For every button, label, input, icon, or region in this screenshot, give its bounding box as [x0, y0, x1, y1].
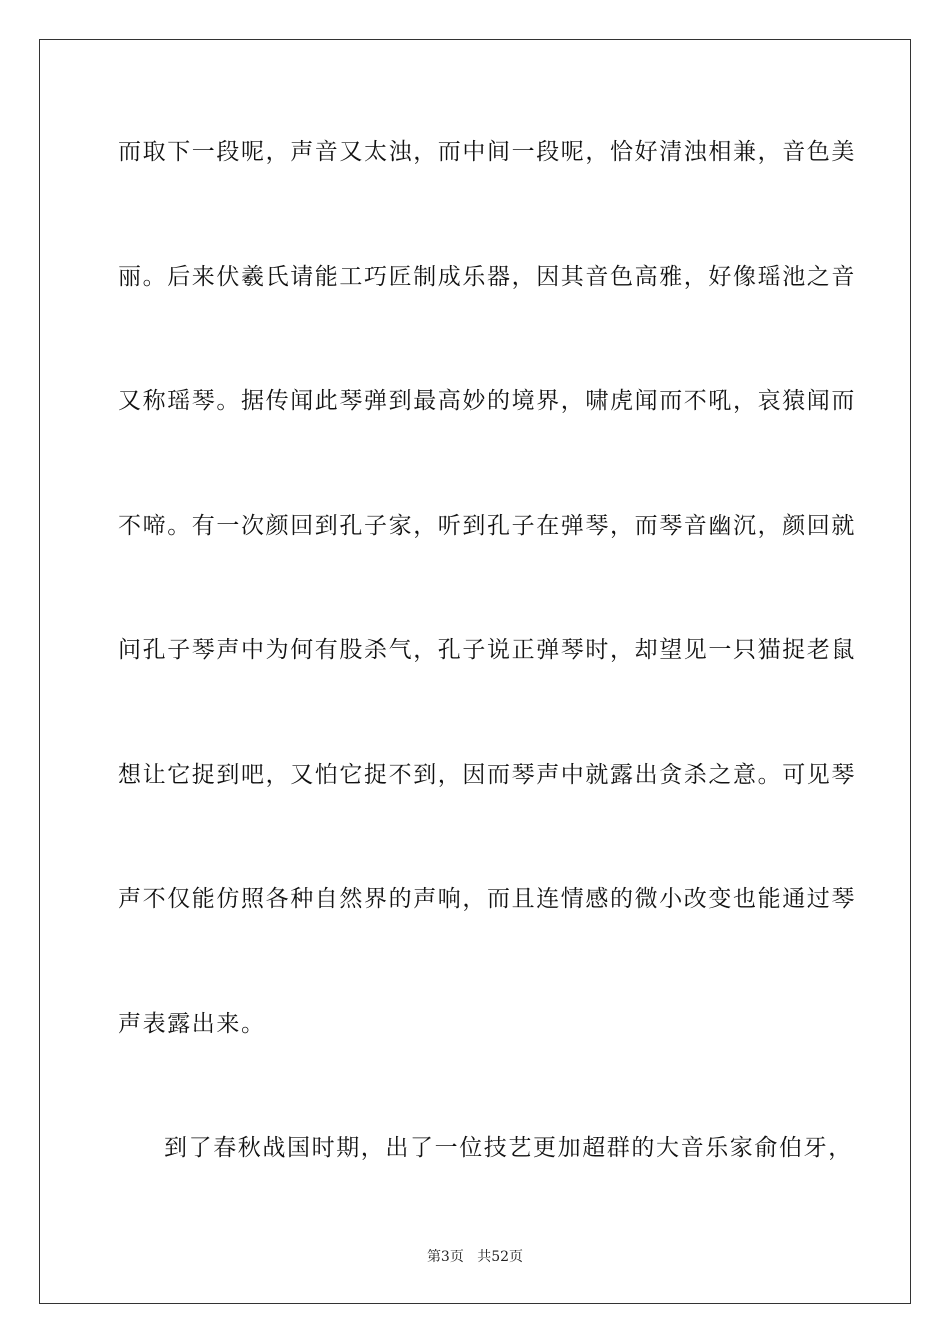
body-text-line-1: 而取下一段呢，声音又太浊，而中间一段呢，恰好清浊相兼，音色美	[118, 139, 856, 165]
body-text-line-7: 声不仅能仿照各种自然界的声响，而且连情感的微小改变也能通过琴	[118, 886, 856, 912]
page-border	[39, 39, 911, 1304]
body-text-line-8: 声表露出来。	[118, 1011, 266, 1037]
body-text-line-3: 又称瑶琴。据传闻此琴弹到最高妙的境界，啸虎闻而不吼，哀猿闻而	[118, 388, 856, 414]
body-text-line-2: 丽。后来伏羲氏请能工巧匠制成乐器，因其音色高雅，好像瑶池之音	[118, 264, 856, 290]
page-total: 共52页	[477, 1249, 524, 1265]
body-text-line-6: 想让它捉到吧，又怕它捉不到，因而琴声中就露出贪杀之意。可见琴	[118, 762, 856, 788]
body-text-line-4: 不啼。有一次颜回到孔子家，听到孔子在弹琴，而琴音幽沉，颜回就	[118, 513, 856, 539]
body-text-line-5: 问孔子琴声中为何有股杀气，孔子说正弹琴时，却望见一只猫捉老鼠	[118, 637, 856, 663]
body-text-paragraph-start: 到了春秋战国时期，出了一位技艺更加超群的大音乐家俞伯牙，	[164, 1135, 853, 1161]
page-number: 第3页	[426, 1249, 464, 1265]
page-footer	[0, 1248, 950, 1266]
